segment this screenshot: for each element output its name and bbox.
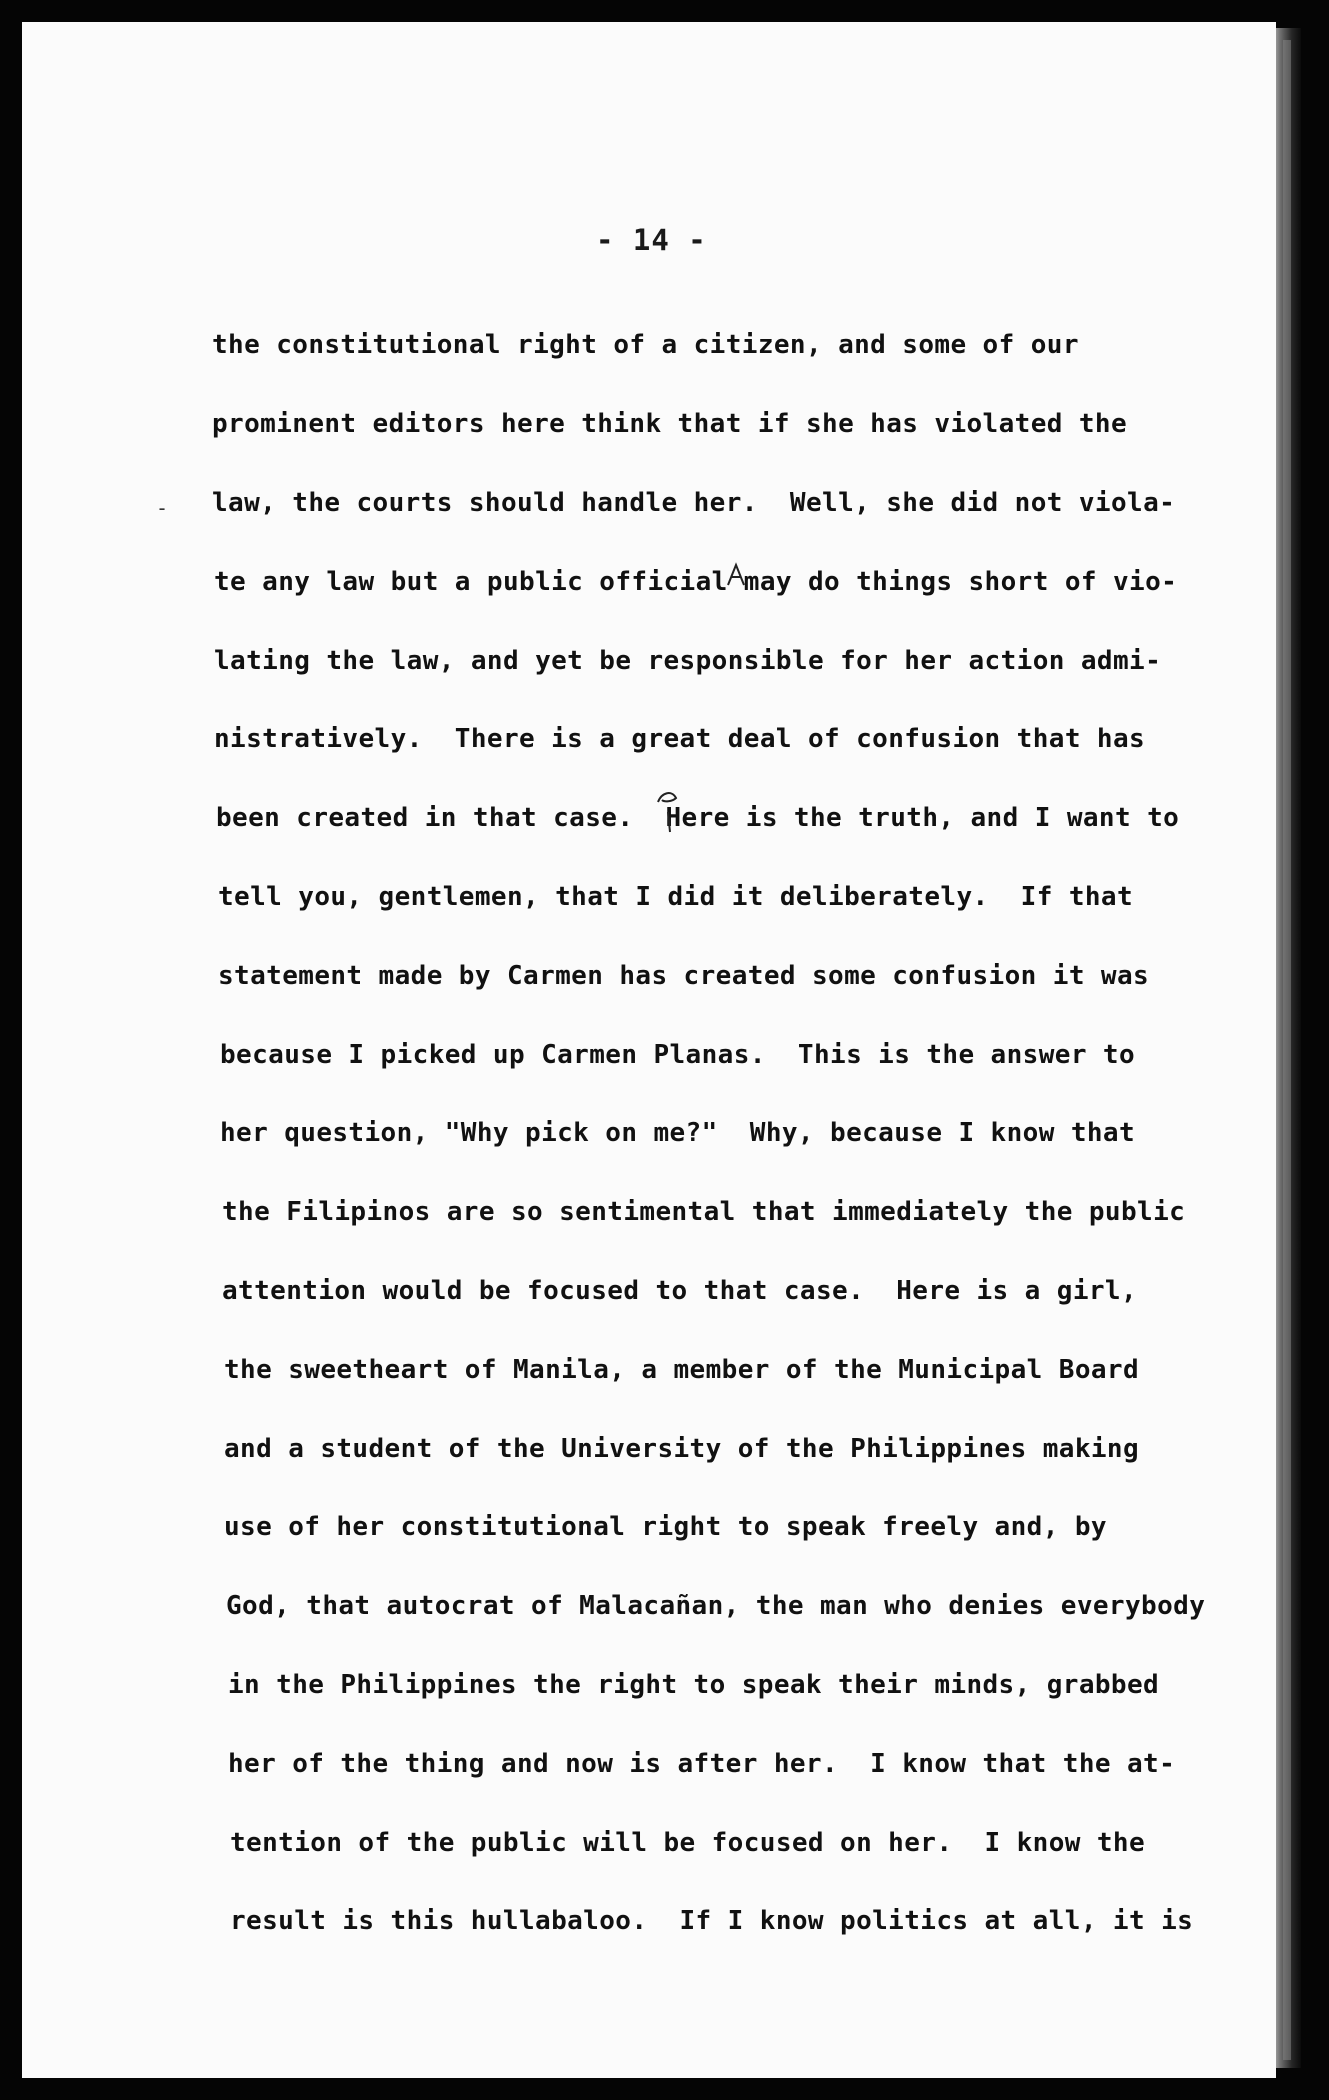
text-line-2: prominent editors here think that if she has violated the (212, 409, 1128, 439)
text-line-3: law, the courts should handle her. Well, she did not viola- (212, 488, 1176, 518)
text-line-4: te any law but a public official may do things short of vio- (214, 567, 1178, 597)
text-line-5: lating the law, and yet be responsible for her action admi- (214, 646, 1162, 676)
text-line-17: God, that autocrat of Malacañan, the man who denies everybody (226, 1591, 1206, 1621)
text-line-18: in the Philippines the right to speak their minds, grabbed (228, 1670, 1160, 1700)
text-line-10: because I picked up Carmen Planas. This is the answer to (220, 1040, 1136, 1070)
page-number: - 14 - (596, 223, 707, 257)
handwritten-insertion-caret (652, 784, 682, 844)
text-line-20: tention of the public will be focused on her. I know the (230, 1828, 1146, 1858)
text-line-16: use of her constitutional right to speak freely and, by (224, 1512, 1107, 1542)
text-line-13: attention would be focused to that case. Here is a girl, (222, 1276, 1138, 1306)
text-line-19: her of the thing and now is after her. I know that the at- (228, 1749, 1176, 1779)
text-line-12: the Filipinos are so sentimental that immediately the public (222, 1197, 1186, 1227)
handwritten-correction-mark (722, 561, 752, 591)
text-line-14: the sweetheart of Manila, a member of the Municipal Board (224, 1355, 1140, 1385)
text-line-6: nistratively. There is a great deal of confusion that has (214, 724, 1146, 754)
text-line-7: been created in that case. Here is the truth, and I want to (216, 803, 1180, 833)
page-stack-shadow (1283, 40, 1291, 2060)
text-line-15: and a student of the University of the Philippines making (224, 1434, 1140, 1464)
margin-mark: - (156, 496, 169, 520)
text-line-1: the constitutional right of a citizen, and some of our (212, 330, 1079, 360)
text-line-8: tell you, gentlemen, that I did it deliberately. If that (218, 882, 1134, 912)
text-line-9: statement made by Carmen has created some confusion it was (218, 961, 1150, 991)
text-line-11: her question, "Why pick on me?" Why, because I know that (220, 1118, 1136, 1148)
text-line-21: result is this hullabaloo. If I know politics at all, it is (230, 1906, 1194, 1936)
